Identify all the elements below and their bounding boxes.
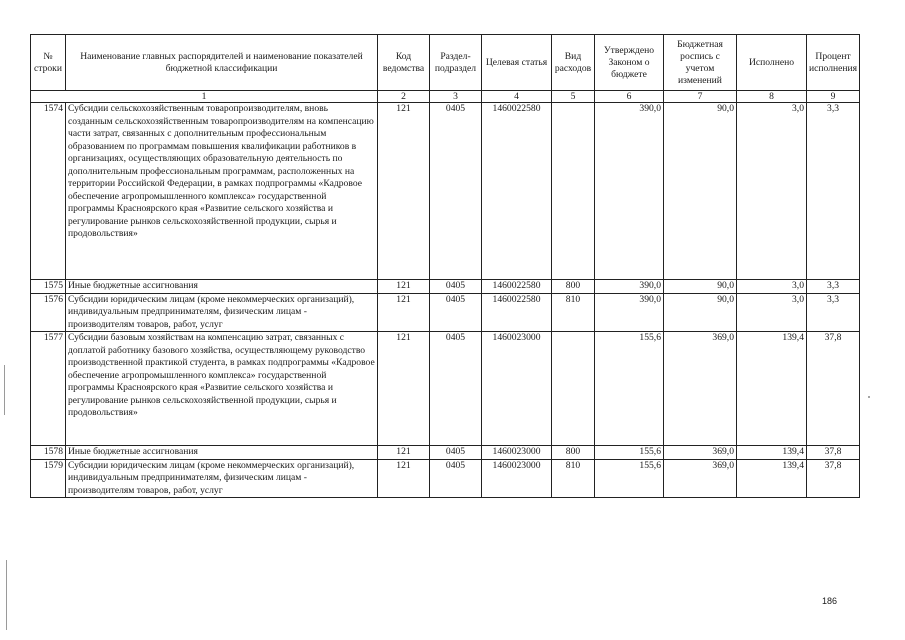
row-executed: 139,4	[737, 446, 807, 460]
row-number: 1574	[31, 103, 66, 280]
row-approved: 390,0	[595, 280, 664, 294]
row-executed: 139,4	[737, 459, 807, 498]
row-approved: 390,0	[595, 293, 664, 332]
column-number: 3	[430, 91, 482, 103]
row-target: 1460022580	[482, 103, 552, 280]
row-budget: 90,0	[664, 280, 737, 294]
row-budget: 90,0	[664, 293, 737, 332]
table-row	[31, 293, 860, 332]
row-executed: 3,0	[737, 293, 807, 332]
header-expense-type: Вид расходов	[552, 35, 595, 91]
row-percent: 37,8	[807, 332, 860, 446]
row-expense-type: 800	[552, 280, 595, 294]
row-budget: 369,0	[664, 332, 737, 446]
row-dept-code: 121	[378, 332, 430, 446]
row-dept-code: 121	[378, 446, 430, 460]
row-target: 1460023000	[482, 446, 552, 460]
row-expense-type: 800	[552, 446, 595, 460]
table-row	[31, 332, 860, 446]
header-name: Наименование главных распорядителей и наименование показателей бюджетной классификации	[66, 35, 378, 91]
row-section: 0405	[430, 446, 482, 460]
header-row-num: № строки	[31, 35, 66, 91]
row-dept-code: 121	[378, 103, 430, 280]
row-name: Иные бюджетные ассигнования	[66, 446, 378, 460]
header-approved: Утверждено Законом о бюджете	[595, 35, 664, 91]
column-number: 9	[807, 91, 860, 103]
column-number: 7	[664, 91, 737, 103]
row-executed: 139,4	[737, 332, 807, 446]
row-name: Субсидии юридическим лицам (кроме некоммерческих организаций), индивидуальным предпринимателям, физическим лицам - производителям товаров, работ, услуг	[66, 459, 378, 498]
row-percent: 37,8	[807, 459, 860, 498]
row-number: 1579	[31, 459, 66, 498]
header-section: Раздел-подраздел	[430, 35, 482, 91]
row-approved: 155,6	[595, 446, 664, 460]
table-header-row	[31, 35, 860, 91]
row-budget: 369,0	[664, 459, 737, 498]
header-percent: Процент исполнения	[807, 35, 860, 91]
row-section: 0405	[430, 332, 482, 446]
row-target: 1460023000	[482, 332, 552, 446]
row-executed: 3,0	[737, 103, 807, 280]
header-executed: Исполнено	[737, 35, 807, 91]
row-number: 1578	[31, 446, 66, 460]
column-number: 1	[31, 91, 378, 103]
row-target: 1460022580	[482, 293, 552, 332]
row-name: Субсидии юридическим лицам (кроме некоммерческих организаций), индивидуальным предпринимателям, физическим лицам - производителям товаров, работ, услуг	[66, 293, 378, 332]
row-name: Субсидии сельскохозяйственным товаропроизводителям, вновь созданным сельскохозяйственным товаропроизводителям на компенсацию части затрат, связанных с дополнительным профессиональным образованием по программам повышения квалификации работников в организациях, осуществляющих образовательную деятельность по дополнительным профессиональным программам, расположенных на территории Российской Федерации, в рамках подпрограммы «Кадровое обеспечение агропромышленного комплекса» государственной программы Красноярского края «Развитие сельского хозяйства и регулирование рынков сельскохозяйственной продукции, сырья и продовольствия»	[66, 103, 378, 280]
row-expense-type: 810	[552, 293, 595, 332]
table-row	[31, 446, 860, 460]
row-percent: 3,3	[807, 280, 860, 294]
row-section: 0405	[430, 459, 482, 498]
row-section: 0405	[430, 280, 482, 294]
scan-artifact	[6, 560, 7, 630]
row-executed: 3,0	[737, 280, 807, 294]
page-number: 186	[821, 596, 837, 606]
table-row	[31, 280, 860, 294]
row-target: 1460022580	[482, 280, 552, 294]
column-number: 4	[482, 91, 552, 103]
scan-artifact	[4, 365, 5, 415]
row-budget: 90,0	[664, 103, 737, 280]
column-number: 5	[552, 91, 595, 103]
header-target: Целевая статья	[482, 35, 552, 91]
row-target: 1460023000	[482, 459, 552, 498]
budget-table	[30, 34, 860, 498]
row-percent: 37,8	[807, 446, 860, 460]
table-row	[31, 103, 860, 280]
row-dept-code: 121	[378, 293, 430, 332]
header-dept-code: Код ведомства	[378, 35, 430, 91]
column-number: 8	[737, 91, 807, 103]
column-number-row	[31, 91, 860, 103]
row-dept-code: 121	[378, 459, 430, 498]
row-dept-code: 121	[378, 280, 430, 294]
row-number: 1575	[31, 280, 66, 294]
scan-artifact	[868, 396, 870, 398]
row-approved: 155,6	[595, 459, 664, 498]
row-expense-type	[552, 332, 595, 446]
row-percent: 3,3	[807, 293, 860, 332]
table-row	[31, 459, 860, 498]
row-section: 0405	[430, 103, 482, 280]
column-number: 2	[378, 91, 430, 103]
row-expense-type	[552, 103, 595, 280]
row-name: Субсидии базовым хозяйствам на компенсацию затрат, связанных с доплатой работнику базового хозяйства, осуществляющему руководство производственной практикой студента, в рамках подпрограммы «Кадровое обеспечение агропромышленного комплекса» государственной программы Красноярского края «Развитие сельского хозяйства и регулирование рынков сельскохозяйственной продукции, сырья и продовольствия»	[66, 332, 378, 446]
row-name: Иные бюджетные ассигнования	[66, 280, 378, 294]
row-percent: 3,3	[807, 103, 860, 280]
row-approved: 155,6	[595, 332, 664, 446]
row-section: 0405	[430, 293, 482, 332]
row-expense-type: 810	[552, 459, 595, 498]
row-approved: 390,0	[595, 103, 664, 280]
row-budget: 369,0	[664, 446, 737, 460]
header-budget-list: Бюджетная роспись с учетом изменений	[664, 35, 737, 91]
row-number: 1577	[31, 332, 66, 446]
column-number: 6	[595, 91, 664, 103]
row-number: 1576	[31, 293, 66, 332]
